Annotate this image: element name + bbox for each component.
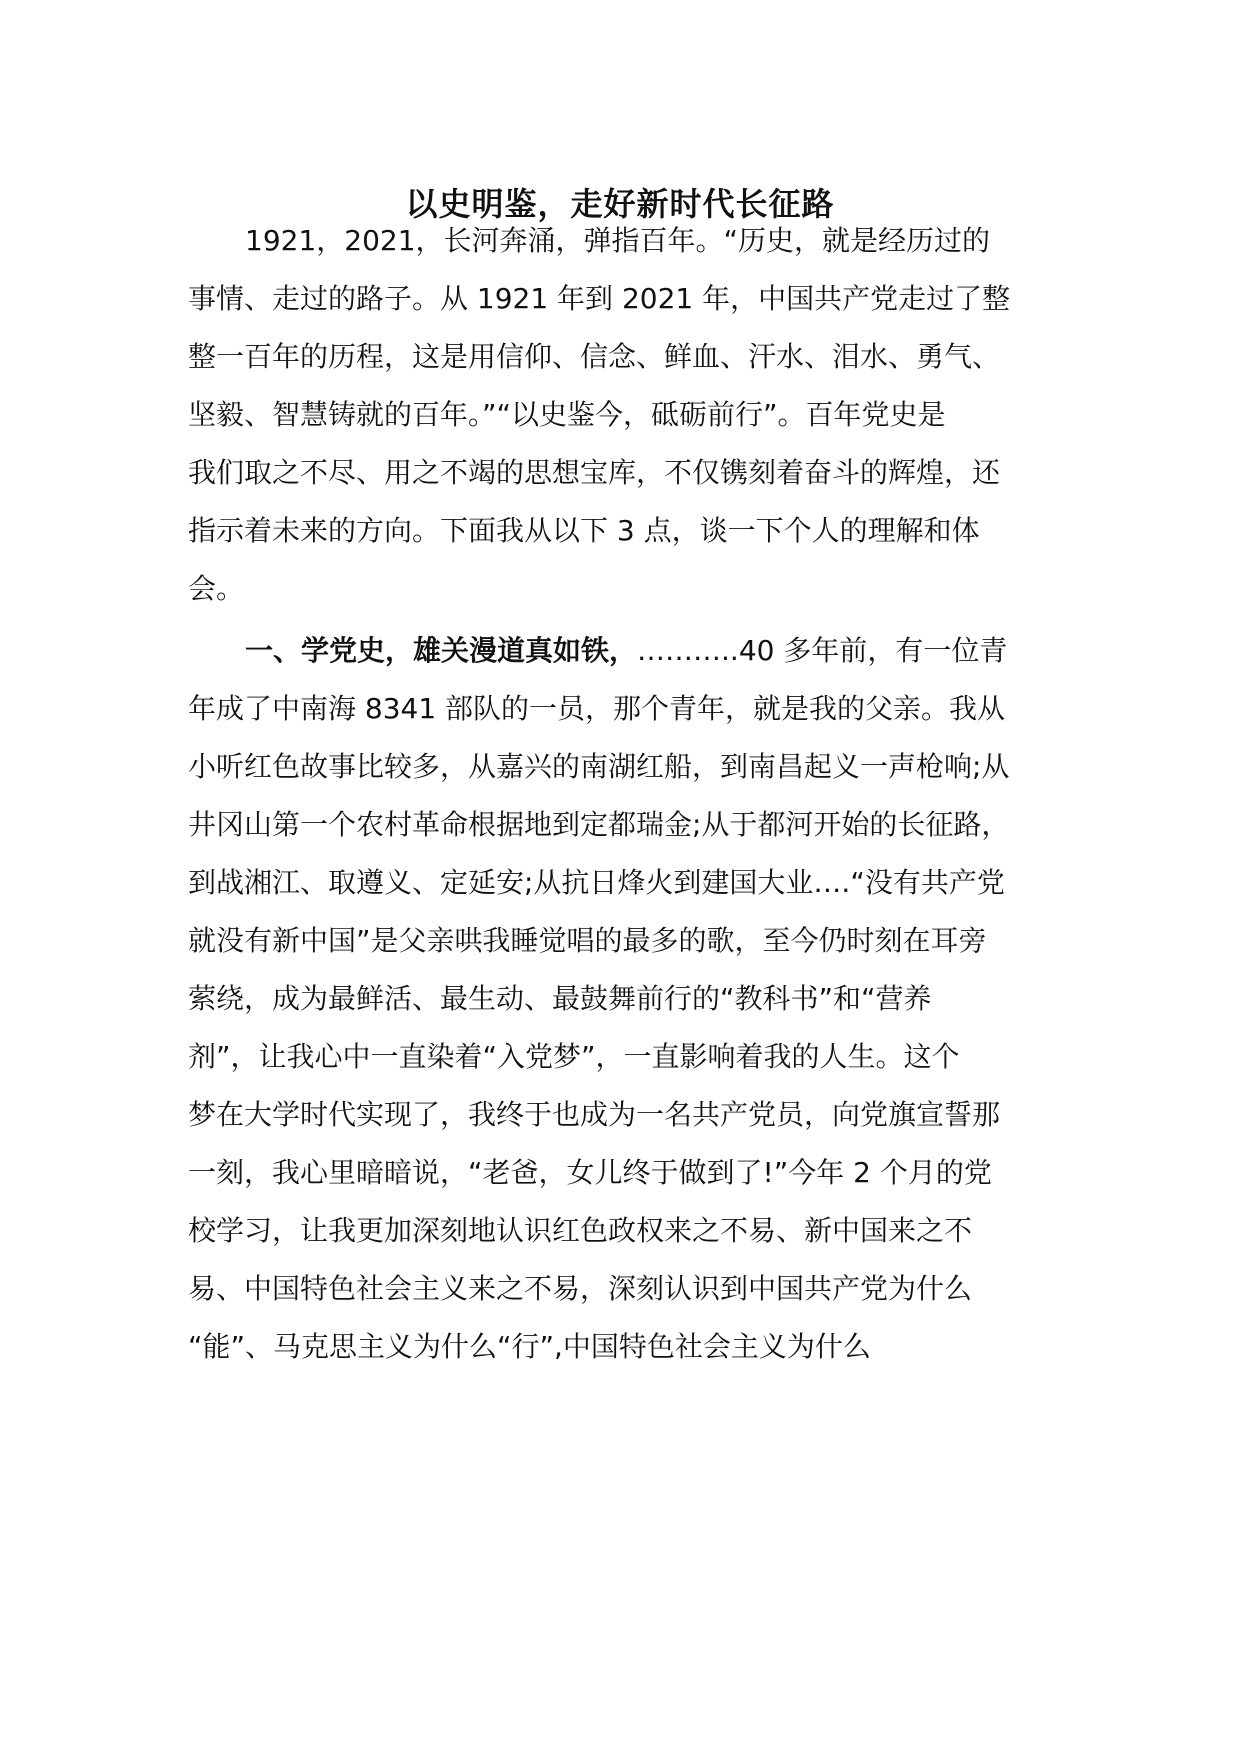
paragraph-line: 小听红色故事比较多，从嘉兴的南湖红船，到南昌起义一声枪响;从 bbox=[188, 750, 1010, 783]
paragraph-line: 坚毅、智慧铸就的百年。”“以史鉴今，砥砺前行”。百年党史是 bbox=[188, 398, 946, 431]
paragraph-line: 事情、走过的路子。从 1921 年到 2021 年，中国共产党走过了整 bbox=[188, 282, 1011, 315]
paragraph-line: 年成了中南海 8341 部队的一员，那个青年，就是我的父亲。我从 bbox=[188, 692, 1006, 725]
paragraph-line: 到战湘江、取遵义、定延安;从抗日烽火到建国大业….“没有共产党 bbox=[188, 866, 1005, 899]
paragraph-line: “能”、马克思主义为什么“行”,中国特色社会主义为什么 bbox=[188, 1330, 871, 1363]
paragraph-line: 就没有新中国”是父亲哄我睡觉唱的最多的歌，至今仍时刻在耳旁 bbox=[188, 924, 987, 957]
section-first-line bbox=[245, 631, 1125, 671]
paragraph-line: 整一百年的历程，这是用信仰、信念、鲜血、汗水、泪水、勇气、 bbox=[188, 340, 1001, 373]
paragraph-line: 校学习，让我更加深刻地认识红色政权来之不易、新中国来之不 bbox=[188, 1214, 973, 1247]
paragraph-line: 一刻，我心里暗暗说，“老爸，女儿终于做到了!”今年 2 个月的党 bbox=[188, 1156, 992, 1189]
paragraph-line: 我们取之不尽、用之不竭的思想宝库，不仅镌刻着奋斗的辉煌，还 bbox=[188, 456, 1001, 489]
paragraph-line: 剂”，让我心中一直染着“入党梦”，一直影响着我的人生。这个 bbox=[188, 1040, 960, 1073]
document-title: 以史明鉴，走好新时代长征路 bbox=[405, 185, 835, 223]
paragraph-line: 易、中国特色社会主义来之不易，深刻认识到中国共产党为什么 bbox=[188, 1272, 973, 1305]
paragraph-line: 会。 bbox=[188, 572, 245, 605]
paragraph-line: 1921，2021，长河奔涌，弹指百年。“历史，就是经历过的 bbox=[245, 224, 991, 257]
paragraph-line: 梦在大学时代实现了，我终于也成为一名共产党员，向党旗宣誓那 bbox=[188, 1098, 1001, 1131]
section-heading: 一、学党史，雄关漫道真如铁， bbox=[245, 634, 638, 667]
paragraph-line: 萦绕，成为最鲜活、最生动、最鼓舞前行的“教科书”和“营养 bbox=[188, 982, 932, 1015]
paragraph-line: 指示着未来的方向。下面我从以下 3 点，谈一下个人的理解和体 bbox=[188, 514, 980, 547]
paragraph-line: 井冈山第一个农村革命根据地到定都瑞金;从于都河开始的长征路， bbox=[188, 808, 1010, 841]
section-first-line-text: ………..40 多年前，有一位青 bbox=[637, 634, 1008, 667]
